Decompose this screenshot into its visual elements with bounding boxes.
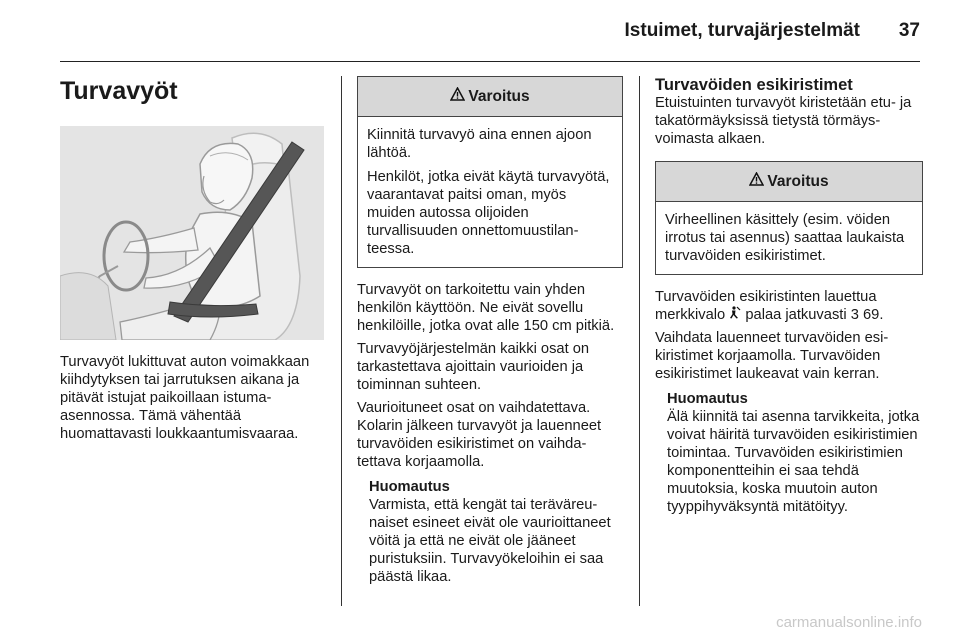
page-header — [0, 0, 960, 62]
note-text: Varmista, että kengät tai teräväreunaiset esineet eivät ole vaurioittaneet vöitä ja että ne eivät ole jääneet puristuksiin. Turvavyökeloihin ei saa päästä likaa. — [369, 497, 611, 585]
intro-paragraph: Etuistuinten turvavyöt kiristetään etu- ja takatörmäyksissä tietystä törmäysvoimasta alkaen. — [655, 95, 912, 147]
body-paragraph: Turvavyöt on tarkoitettu vain yhden henkilön käyttöön. Ne eivät sovellu henkilöille, jotka ovat alle 150 cm pitkiä. — [357, 282, 615, 334]
column-divider-1 — [341, 76, 342, 606]
warning-paragraph: Virheellinen käsittely (esim. vöiden irrotus tai asennus) saattaa laukaista turvavöiden esikiristimet. — [665, 212, 905, 264]
warning-paragraph: Henkilöt, jotka eivät käytä turvavyötä, vaarantavat paitsi oman, myös muiden autossa olijoiden turvallisuuden onnettomuustilanteessa. — [367, 169, 610, 257]
driver-illustration-icon — [60, 126, 324, 340]
lamp-text-after: palaa jatkuvasti — [745, 307, 847, 323]
page-number: 37 — [898, 20, 920, 41]
section-heading-turvavyot: Turvavyöt — [60, 77, 178, 105]
section-heading-esikiristimet: Turvavöiden esikiristimet — [655, 76, 853, 94]
driver-seatbelt-illustration — [60, 126, 324, 340]
note-text: Älä kiinnitä tai asenna tarvikkeita, jotka voivat häiritä turvavöiden esikiristimien toimintaa. Turvavöiden esikiristimien komponentteihin ei saa tehdä muutoksia, koska muutoin auton tyyppihyväksyntä mitätöityy. — [667, 409, 920, 515]
column-divider-2 — [639, 76, 640, 606]
column-2 — [357, 76, 623, 586]
warning-triangle-icon — [749, 172, 764, 191]
intro-paragraph: Turvavyöt lukittuvat auton voimakkaan kiihdytyksen tai jarrutuksen aikana ja pitävät istujat paikoillaan istuma-asennossa. Tämä vähentää huomattavasti loukkaantumisvaaraa. — [60, 354, 310, 442]
warning-triangle-icon — [450, 87, 465, 106]
warning-box — [655, 161, 923, 275]
warning-box — [357, 76, 623, 268]
header-title: Istuimet, turvajärjestelmät — [624, 20, 860, 41]
lamp-paragraph — [655, 288, 923, 324]
page-reference[interactable]: 69. — [863, 307, 884, 323]
note-box — [655, 390, 923, 516]
warning-title: Varoitus — [767, 172, 829, 190]
warning-paragraph: Kiinnitä turvavyö aina ennen ajoon lähtöä. — [367, 127, 592, 161]
watermark: carmanualsonline.info — [776, 614, 922, 631]
lamp-text-before: Turvavöiden esikiristinten lauettua merkkivalo — [655, 289, 877, 323]
warning-title: Varoitus — [468, 87, 530, 105]
page-reference-arrow-icon: 3 — [850, 307, 859, 323]
body-paragraph: Vaurioituneet osat on vaihdatettava. Kolarin jälkeen turvavyöt ja lauenneet turvavöiden esikiristimet on vaihdatettava korjaamolla. — [357, 400, 602, 470]
warning-header — [656, 162, 922, 202]
column-1 — [60, 76, 324, 443]
note-box — [357, 478, 623, 586]
airbag-warning-lamp-icon — [729, 306, 741, 324]
warning-header — [358, 77, 622, 117]
note-title: Huomautus — [369, 479, 450, 495]
body-paragraph: Vaihdata lauenneet turvavöiden esikiristimet korjaamolla. Turvavöiden esikiristimet laukeavat vain kerran. — [655, 330, 889, 382]
body-paragraph: Turvavyöjärjestelmän kaikki osat on tarkastettava ajoittain vaurioiden ja toiminnan suhteen. — [357, 341, 590, 393]
column-3 — [655, 76, 923, 516]
header-rule — [60, 61, 920, 62]
warning-body — [358, 117, 622, 267]
warning-body — [656, 202, 922, 274]
note-title: Huomautus — [667, 391, 748, 407]
